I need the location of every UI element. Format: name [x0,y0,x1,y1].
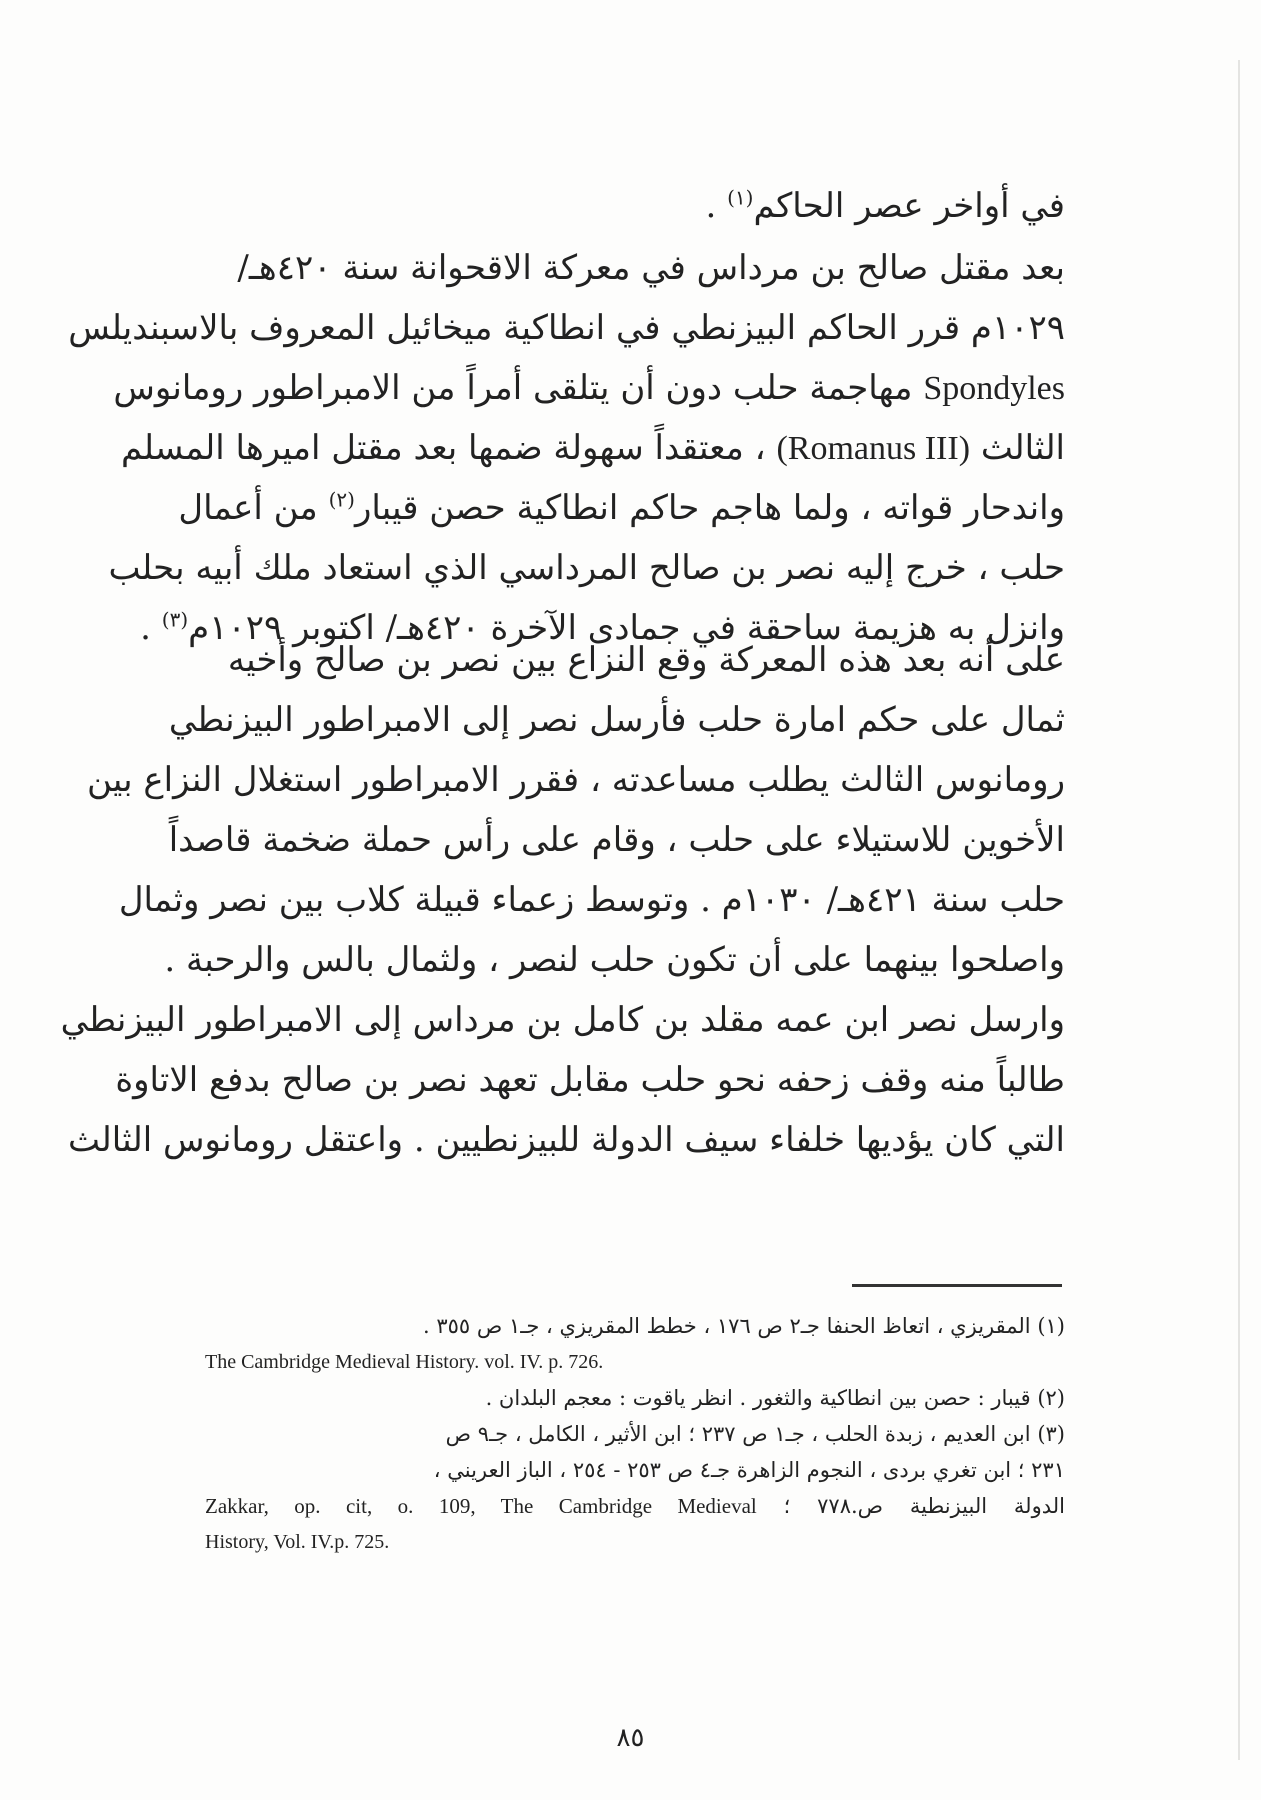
text-line: الأخوين للاستيلاء على حلب ، وقام على رأس حملة ضخمة قاصداً [168,820,1065,860]
footnote-ref: (٣) [161,607,189,632]
footnote-3-line-2: ٢٣١ ؛ ابن تغري بردى ، النجوم الزاهرة جـ٤ ص ٢٥٣ - ٢٥٤ ، الباز العريني ، [433,1458,1065,1482]
text-line: حلب سنة ٤٢١هـ/ ١٠٣٠م . وتوسط زعماء قبيلة كلاب بين نصر وثمال [118,880,1065,920]
footnote-2: (٢) قيبار : حصن بين انطاكية والثغور . انظر ياقوت : معجم البلدان . [485,1386,1065,1410]
footnote-ref: (١) [727,185,754,210]
footnote-separator [852,1284,1062,1287]
text-line: وارسل نصر ابن عمه مقلد بن كامل بن مرداس إلى الامبراطور البيزنطي [60,1000,1065,1040]
footnote-1-english: The Cambridge Medieval History. vol. IV. p. 726. [205,1351,604,1373]
text-line: ١٠٢٩م قرر الحاكم البيزنطي في انطاكية ميخائيل المعروف بالاسبنديلس [68,308,1065,348]
page-edge-line [1238,60,1240,1760]
page-number: ٨٥ [616,1723,645,1753]
text-line: رومانوس الثالث يطلب مساعدته ، فقرر الامبراطور استغلال النزاع بين [86,760,1065,800]
text-line: Spondyles مهاجمة حلب دون أن يتلقى أمراً من الامبراطور رومانوس [113,368,1065,408]
paragraph-3 [60,630,1065,1170]
text-line: ثمال على حكم امارة حلب فأرسل نصر إلى الامبراطور البيزنطي [168,700,1065,740]
text-line: في أواخر عصر الحاكم$^{(١)}$ . [705,185,1065,226]
text-line: وانزل به هزيمة ساحقة في جمادى الآخرة ٤٢٠هـ/ اكتوبر ١٠٢٩م$^{(٣)}$ . [140,607,1065,648]
footnote-3: (٣) ابن العديم ، زبدة الحلب ، جـ١ ص ٢٣٧ ؛ ابن الأثير ، الكامل ، جـ٩ ص [445,1422,1065,1446]
text-line: بعد مقتل صالح بن مرداس في معركة الاقحوانة سنة ٤٢٠هـ/ [237,248,1065,288]
footnotes [205,1308,1065,1560]
footnote-ref: (٢) [328,487,355,512]
text-line: التي كان يؤديها خلفاء سيف الدولة للبيزنطيين . واعتقل رومانوس الثالث [67,1120,1065,1160]
text-line: واصلحوا بينهما على أن تكون حلب لنصر ، ولثمال بالس والرحبة . [164,940,1065,980]
text-line: حلب ، خرج إليه نصر بن صالح المرداسي الذي استعاد ملك أبيه بحلب [108,548,1065,588]
text-line: واندحار قواته ، ولما هاجم حاكم انطاكية حصن قيبار$^{(٢)}$ من أعمال [178,487,1065,528]
footnote-3-line-3: الدولة البيزنطية ص.٧٧٨ ؛ Zakkar, op. cit, o. 109, The Cambridge Medieval [205,1494,1065,1518]
footnote-3-line-4: History, Vol. IV.p. 725. [205,1531,390,1553]
text-line: الثالث (Romanus III) ، معتقداً سهولة ضمها بعد مقتل اميرها المسلم [121,428,1065,468]
text-line: على أنه بعد هذه المعركة وقع النزاع بين نصر بن صالح وأخيه [227,640,1065,680]
paragraph-1 [205,176,1065,236]
text-line: طالباً منه وقف زحفه نحو حلب مقابل تعهد نصر بن صالح بدفع الاتاوة [115,1060,1065,1100]
paragraph-2 [68,238,1065,658]
footnote-1: (١) المقريزي ، اتعاظ الحنفا جـ٢ ص ١٧٦ ، خطط المقريزي ، جـ١ ص ٣٥٥ . [423,1314,1065,1338]
